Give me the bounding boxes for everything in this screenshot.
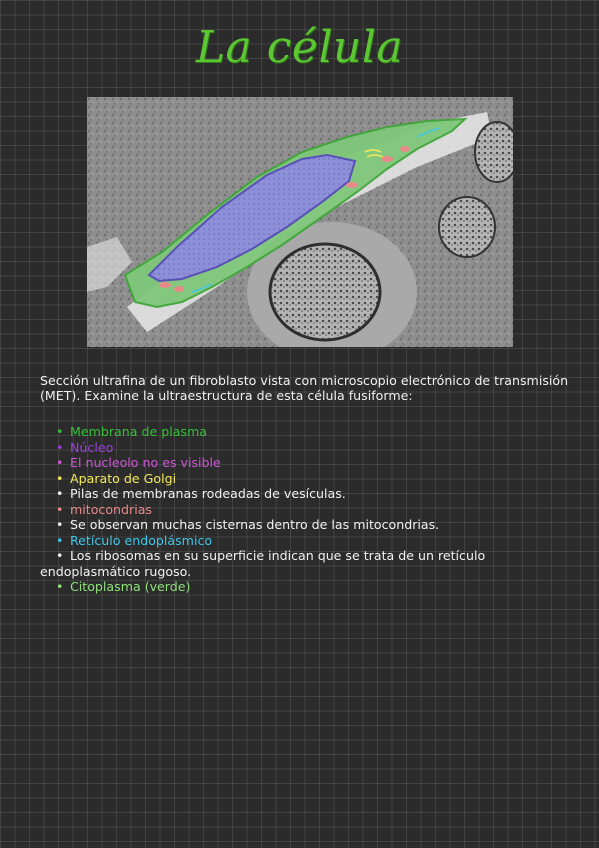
list-item-text: Los ribosomas en su superficie indican que se trata de un retículo endoplasmático rugoso. [40,548,486,579]
list-item [40,471,570,487]
bullet-icon: • [56,439,64,455]
bullet-icon: • [56,501,64,517]
list-item-text: mitocondrias [70,501,152,517]
bullet-icon: • [56,455,64,470]
list-item-text: Citoplasma (verde) [70,579,191,594]
list-item-text: El nucleolo no es visible [70,455,221,470]
list-item [40,548,570,579]
micrograph-image [87,97,513,347]
list-item [40,440,570,456]
list-item [40,455,570,471]
list-item-text: Núcleo [70,439,114,455]
page-title: La célula [195,22,404,73]
list-item [40,579,570,595]
structure-list [40,424,570,595]
intro-paragraph: Sección ultrafina de un fibroblasto vista con microscopio electrónico de transmisión (MET). Examine la ultraestructura de esta célula fusiforme: [40,373,569,403]
list-item-text: Membrana de plasma [70,424,207,439]
list-item [40,486,570,502]
bullet-icon: • [56,517,64,532]
bullet-icon: • [56,486,64,501]
bullet-icon: • [56,470,64,486]
list-item [40,502,570,518]
bullet-icon: • [56,532,64,548]
list-item-text: Aparato de Golgi [70,470,177,486]
list-item-text: Retículo endoplásmico [70,532,213,548]
list-item [40,424,570,440]
list-item-text: Se observan muchas cisternas dentro de las mitocondrias. [70,517,440,532]
list-item-text: Pilas de membranas rodeadas de vesículas. [70,486,346,501]
list-item [40,533,570,549]
bullet-icon: • [56,579,64,594]
bullet-icon: • [56,548,64,563]
bullet-icon: • [56,424,64,439]
list-item [40,517,570,533]
